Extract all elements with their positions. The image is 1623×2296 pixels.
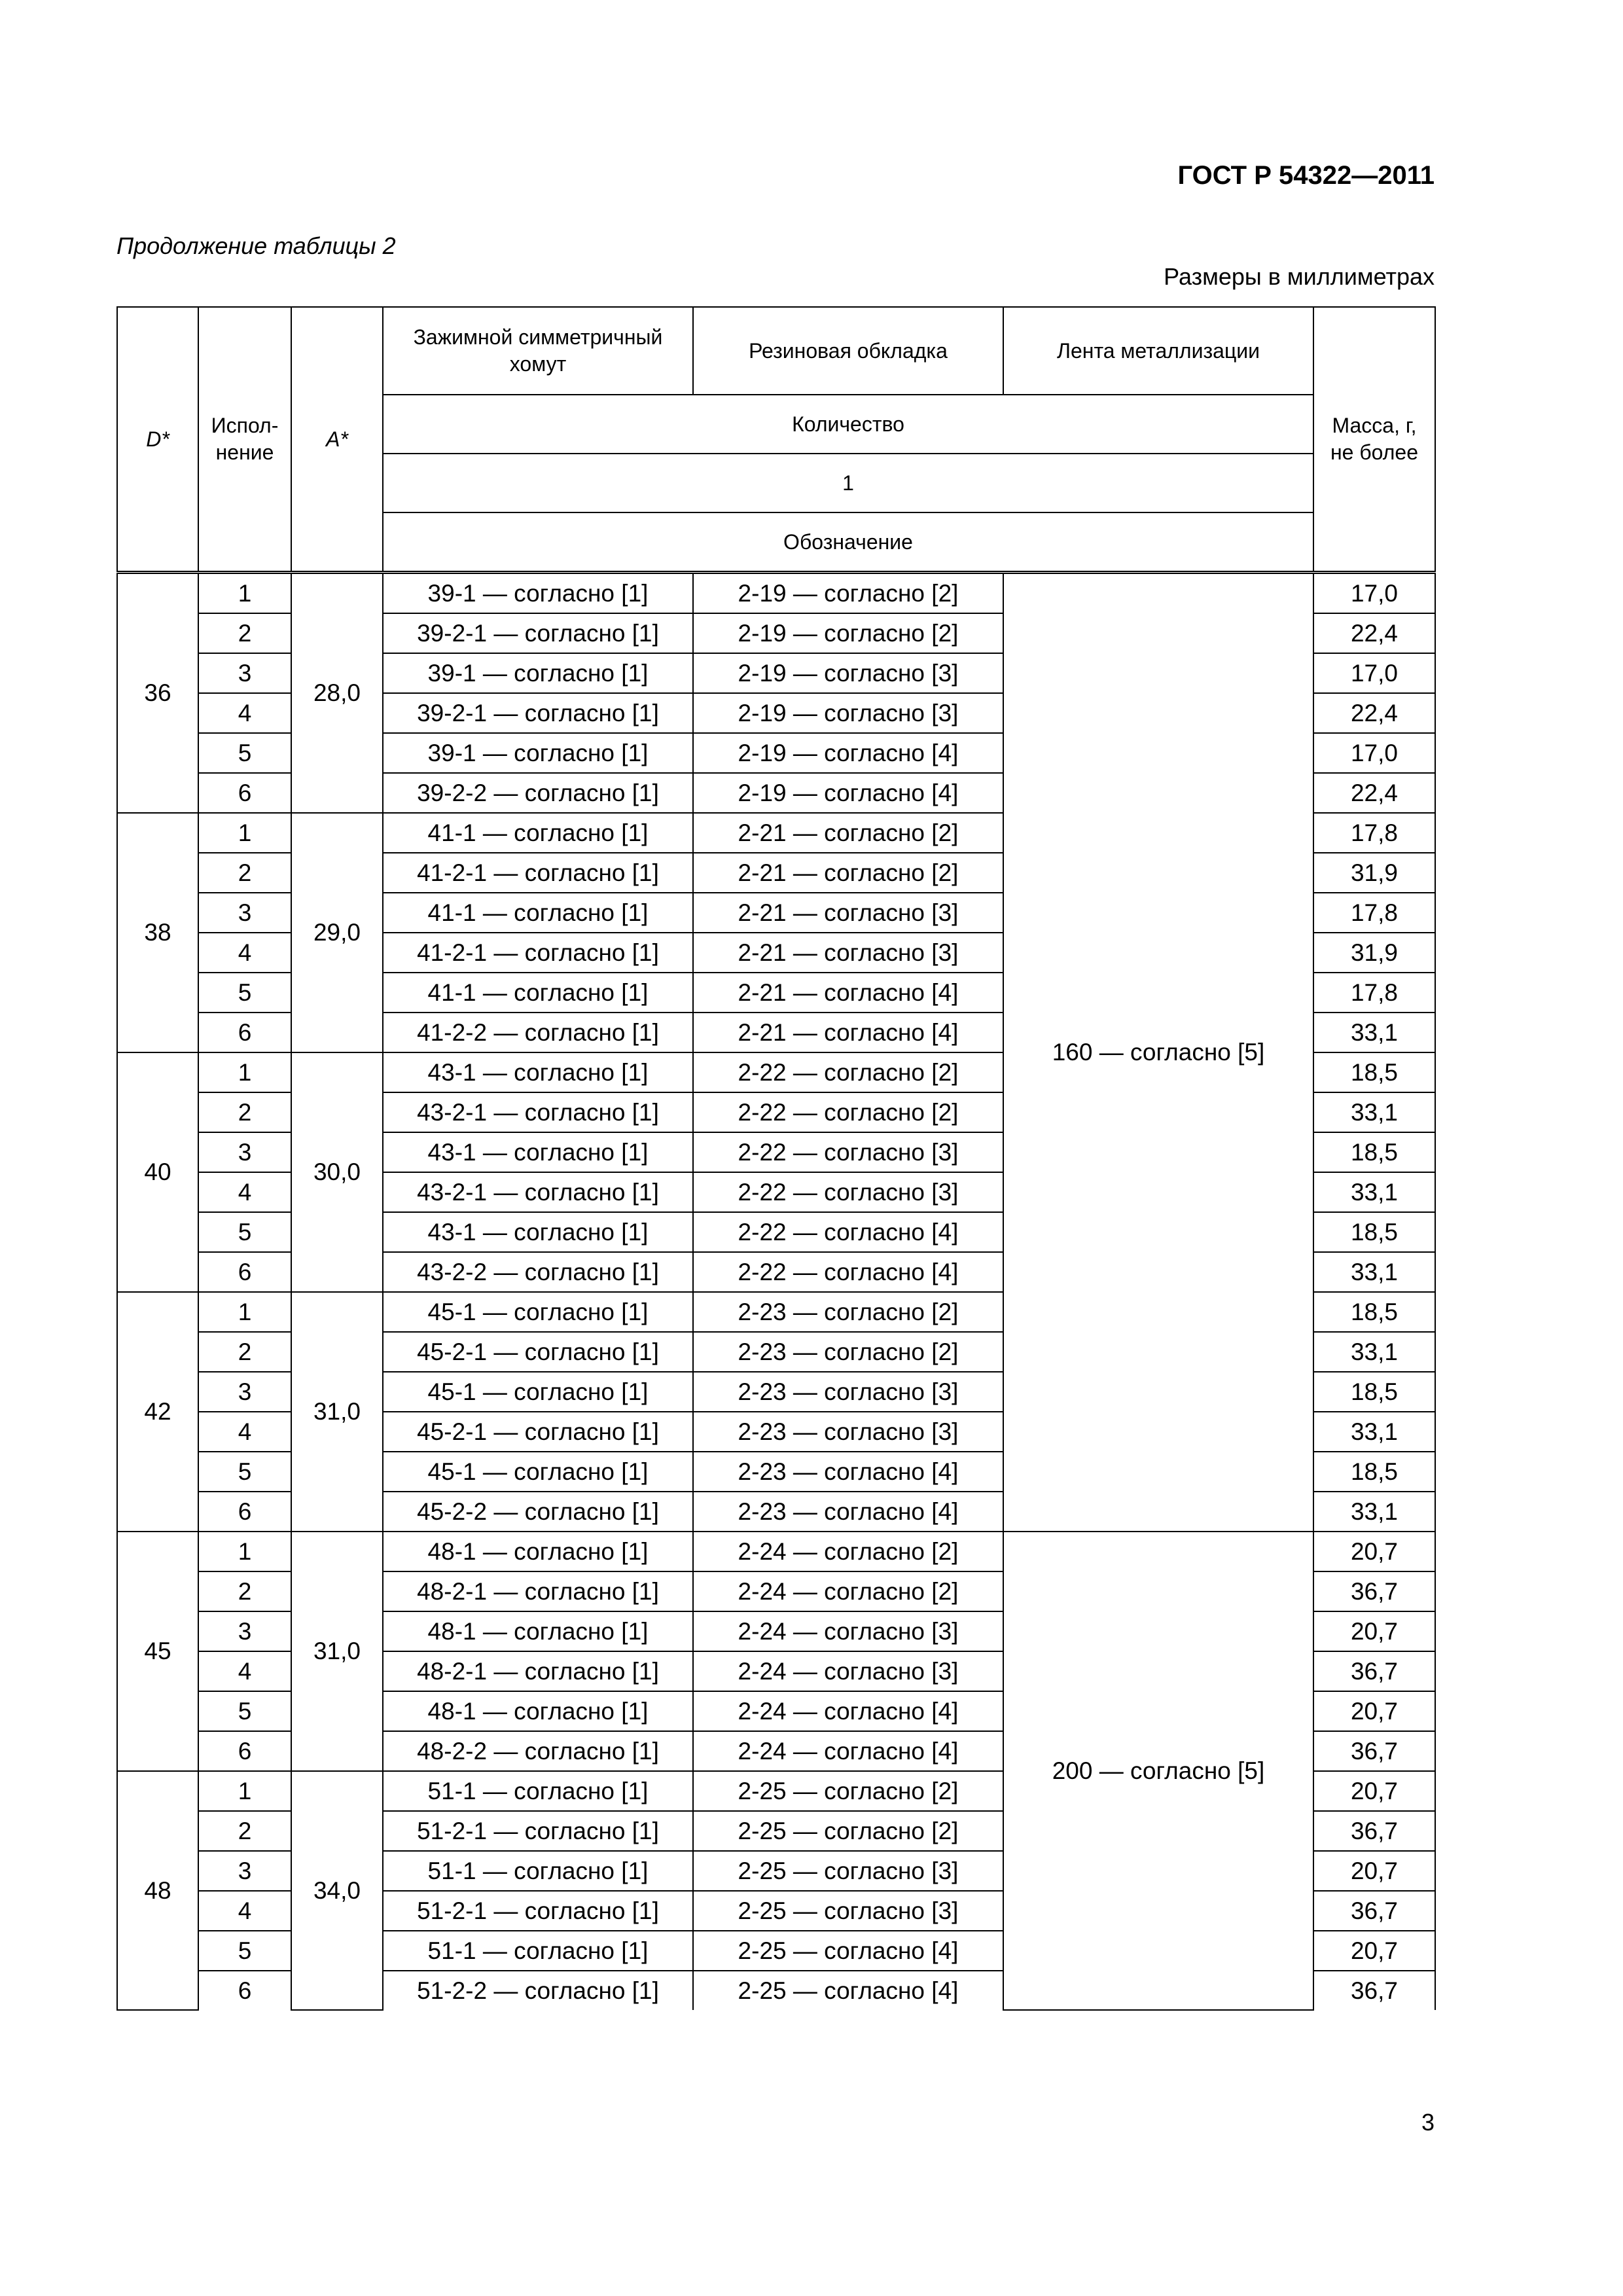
header-mass-line1: Масса, г, <box>1332 414 1417 437</box>
cell-mass: 18,5 <box>1313 1212 1435 1252</box>
cell-rubber: 2-23 — согласно [2] <box>693 1292 1003 1332</box>
cell-variant: 5 <box>198 1212 291 1252</box>
cell-variant: 3 <box>198 893 291 933</box>
header-variant <box>198 307 291 573</box>
cell-clamp: 51-1 — согласно [1] <box>383 1851 693 1891</box>
cell-clamp: 43-2-2 — согласно [1] <box>383 1252 693 1292</box>
cell-clamp: 41-1 — согласно [1] <box>383 893 693 933</box>
header-tape: Лента металлизации <box>1003 307 1313 395</box>
cell-variant: 4 <box>198 1891 291 1931</box>
cell-mass: 20,7 <box>1313 1611 1435 1651</box>
cell-a: 34,0 <box>291 1771 383 2010</box>
cell-clamp: 39-1 — согласно [1] <box>383 733 693 773</box>
cell-rubber: 2-22 — согласно [4] <box>693 1252 1003 1292</box>
cell-mass: 18,5 <box>1313 1132 1435 1172</box>
table-body <box>117 573 1435 2011</box>
cell-variant: 1 <box>198 1052 291 1092</box>
cell-rubber: 2-21 — согласно [4] <box>693 973 1003 1013</box>
cell-mass: 17,0 <box>1313 733 1435 773</box>
cell-variant: 2 <box>198 1571 291 1611</box>
cell-mass: 17,8 <box>1313 973 1435 1013</box>
cell-variant: 6 <box>198 1013 291 1052</box>
cell-rubber: 2-22 — согласно [2] <box>693 1052 1003 1092</box>
cell-d: 45 <box>117 1532 198 1771</box>
cell-clamp: 45-2-1 — согласно [1] <box>383 1412 693 1452</box>
cell-mass: 18,5 <box>1313 1372 1435 1412</box>
cell-rubber: 2-19 — согласно [4] <box>693 733 1003 773</box>
cell-rubber: 2-24 — согласно [3] <box>693 1611 1003 1651</box>
cell-variant: 2 <box>198 613 291 653</box>
cell-clamp: 39-2-2 — согласно [1] <box>383 773 693 813</box>
cell-mass: 17,0 <box>1313 573 1435 614</box>
cell-rubber: 2-23 — согласно [3] <box>693 1372 1003 1412</box>
cell-clamp: 45-2-1 — согласно [1] <box>383 1332 693 1372</box>
cell-clamp: 43-1 — согласно [1] <box>383 1132 693 1172</box>
table-continuation-caption: Продолжение таблицы 2 <box>116 232 396 259</box>
cell-rubber: 2-25 — согласно [3] <box>693 1891 1003 1931</box>
cell-clamp: 43-1 — согласно [1] <box>383 1052 693 1092</box>
table-row <box>117 1532 1435 1571</box>
cell-mass: 33,1 <box>1313 1013 1435 1052</box>
cell-variant: 5 <box>198 973 291 1013</box>
header-clamp <box>383 307 693 395</box>
cell-rubber: 2-22 — согласно [2] <box>693 1092 1003 1132</box>
cell-mass: 36,7 <box>1313 1731 1435 1771</box>
header-a: A* <box>291 307 383 573</box>
header-variant-line1: Испол- <box>211 414 279 437</box>
cell-rubber: 2-21 — согласно [3] <box>693 893 1003 933</box>
cell-variant: 1 <box>198 573 291 614</box>
cell-mass: 36,7 <box>1313 1651 1435 1691</box>
cell-clamp: 51-1 — согласно [1] <box>383 1931 693 1971</box>
cell-mass: 22,4 <box>1313 693 1435 733</box>
cell-clamp: 41-2-2 — согласно [1] <box>383 1013 693 1052</box>
cell-rubber: 2-24 — согласно [4] <box>693 1731 1003 1771</box>
cell-variant: 5 <box>198 1931 291 1971</box>
cell-mass: 33,1 <box>1313 1492 1435 1532</box>
cell-rubber: 2-19 — согласно [2] <box>693 573 1003 614</box>
header-designation: Обозначение <box>383 512 1313 573</box>
header-d: D* <box>117 307 198 573</box>
header-quantity: Количество <box>383 395 1313 454</box>
cell-mass: 20,7 <box>1313 1931 1435 1971</box>
cell-clamp: 41-2-1 — согласно [1] <box>383 853 693 893</box>
header-clamp-line1: Зажимной симметричный <box>413 325 663 349</box>
cell-rubber: 2-24 — согласно [3] <box>693 1651 1003 1691</box>
cell-mass: 33,1 <box>1313 1412 1435 1452</box>
cell-variant: 2 <box>198 1092 291 1132</box>
cell-mass: 20,7 <box>1313 1851 1435 1891</box>
cell-clamp: 43-1 — согласно [1] <box>383 1212 693 1252</box>
cell-a: 31,0 <box>291 1292 383 1532</box>
cell-clamp: 43-2-1 — согласно [1] <box>383 1172 693 1212</box>
cell-variant: 4 <box>198 693 291 733</box>
cell-rubber: 2-24 — согласно [2] <box>693 1571 1003 1611</box>
cell-clamp: 51-2-2 — согласно [1] <box>383 1971 693 2010</box>
cell-a: 30,0 <box>291 1052 383 1292</box>
cell-clamp: 39-1 — согласно [1] <box>383 573 693 614</box>
cell-mass: 36,7 <box>1313 1811 1435 1851</box>
cell-rubber: 2-22 — согласно [3] <box>693 1132 1003 1172</box>
cell-clamp: 41-2-1 — согласно [1] <box>383 933 693 973</box>
cell-mass: 20,7 <box>1313 1691 1435 1731</box>
header-rubber: Резиновая обкладка <box>693 307 1003 395</box>
cell-variant: 5 <box>198 1452 291 1492</box>
cell-clamp: 43-2-1 — согласно [1] <box>383 1092 693 1132</box>
cell-variant: 3 <box>198 1611 291 1651</box>
cell-variant: 3 <box>198 1851 291 1891</box>
cell-a: 28,0 <box>291 573 383 814</box>
cell-d: 40 <box>117 1052 198 1292</box>
cell-clamp: 39-2-1 — согласно [1] <box>383 693 693 733</box>
cell-mass: 33,1 <box>1313 1252 1435 1292</box>
cell-rubber: 2-22 — согласно [3] <box>693 1172 1003 1212</box>
cell-variant: 3 <box>198 1372 291 1412</box>
cell-variant: 2 <box>198 853 291 893</box>
cell-mass: 31,9 <box>1313 853 1435 893</box>
cell-rubber: 2-21 — согласно [2] <box>693 813 1003 853</box>
cell-clamp: 48-2-2 — согласно [1] <box>383 1731 693 1771</box>
cell-mass: 17,8 <box>1313 813 1435 853</box>
cell-clamp: 45-1 — согласно [1] <box>383 1452 693 1492</box>
cell-rubber: 2-23 — согласно [2] <box>693 1332 1003 1372</box>
cell-rubber: 2-19 — согласно [4] <box>693 773 1003 813</box>
cell-mass: 20,7 <box>1313 1532 1435 1571</box>
cell-mass: 17,0 <box>1313 653 1435 693</box>
cell-mass: 18,5 <box>1313 1052 1435 1092</box>
header-clamp-line2: хомут <box>509 352 567 376</box>
cell-mass: 36,7 <box>1313 1971 1435 2010</box>
cell-clamp: 48-1 — согласно [1] <box>383 1691 693 1731</box>
table-header <box>117 307 1435 573</box>
cell-rubber: 2-23 — согласно [3] <box>693 1412 1003 1452</box>
cell-mass: 33,1 <box>1313 1092 1435 1132</box>
cell-rubber: 2-24 — согласно [4] <box>693 1691 1003 1731</box>
units-note: Размеры в миллиметрах <box>1164 263 1435 290</box>
cell-a: 29,0 <box>291 813 383 1052</box>
cell-rubber: 2-19 — согласно [2] <box>693 613 1003 653</box>
cell-variant: 5 <box>198 733 291 773</box>
cell-variant: 1 <box>198 1292 291 1332</box>
fittings-table <box>116 306 1436 2011</box>
cell-rubber: 2-19 — согласно [3] <box>693 693 1003 733</box>
cell-mass: 33,1 <box>1313 1332 1435 1372</box>
cell-rubber: 2-25 — согласно [4] <box>693 1931 1003 1971</box>
cell-clamp: 41-1 — согласно [1] <box>383 973 693 1013</box>
cell-rubber: 2-21 — согласно [4] <box>693 1013 1003 1052</box>
cell-mass: 18,5 <box>1313 1452 1435 1492</box>
cell-variant: 4 <box>198 1651 291 1691</box>
cell-variant: 5 <box>198 1691 291 1731</box>
cell-mass: 22,4 <box>1313 613 1435 653</box>
header-mass <box>1313 307 1435 573</box>
cell-variant: 2 <box>198 1332 291 1372</box>
cell-variant: 4 <box>198 1412 291 1452</box>
cell-clamp: 51-2-1 — согласно [1] <box>383 1891 693 1931</box>
header-mass-line2: не более <box>1330 440 1419 464</box>
cell-mass: 17,8 <box>1313 893 1435 933</box>
cell-d: 38 <box>117 813 198 1052</box>
cell-clamp: 41-1 — согласно [1] <box>383 813 693 853</box>
cell-rubber: 2-25 — согласно [4] <box>693 1971 1003 2010</box>
cell-mass: 36,7 <box>1313 1571 1435 1611</box>
cell-clamp: 51-1 — согласно [1] <box>383 1771 693 1811</box>
cell-rubber: 2-22 — согласно [4] <box>693 1212 1003 1252</box>
cell-clamp: 45-2-2 — согласно [1] <box>383 1492 693 1532</box>
cell-mass: 20,7 <box>1313 1771 1435 1811</box>
cell-clamp: 51-2-1 — согласно [1] <box>383 1811 693 1851</box>
cell-variant: 6 <box>198 773 291 813</box>
cell-rubber: 2-25 — согласно [2] <box>693 1771 1003 1811</box>
cell-rubber: 2-23 — согласно [4] <box>693 1452 1003 1492</box>
cell-variant: 6 <box>198 1731 291 1771</box>
cell-variant: 6 <box>198 1971 291 2010</box>
cell-clamp: 45-1 — согласно [1] <box>383 1292 693 1332</box>
cell-tape: 200 — согласно [5] <box>1003 1532 1313 2010</box>
cell-mass: 31,9 <box>1313 933 1435 973</box>
cell-variant: 6 <box>198 1492 291 1532</box>
table-row <box>117 573 1435 614</box>
cell-mass: 36,7 <box>1313 1891 1435 1931</box>
cell-clamp: 39-1 — согласно [1] <box>383 653 693 693</box>
cell-variant: 3 <box>198 653 291 693</box>
cell-rubber: 2-25 — согласно [3] <box>693 1851 1003 1891</box>
cell-variant: 1 <box>198 813 291 853</box>
cell-variant: 1 <box>198 1771 291 1811</box>
cell-rubber: 2-24 — согласно [2] <box>693 1532 1003 1571</box>
cell-rubber: 2-19 — согласно [3] <box>693 653 1003 693</box>
cell-mass: 22,4 <box>1313 773 1435 813</box>
cell-variant: 4 <box>198 1172 291 1212</box>
header-variant-line2: нение <box>215 440 274 464</box>
header-quantity-value: 1 <box>383 454 1313 512</box>
cell-clamp: 48-1 — согласно [1] <box>383 1611 693 1651</box>
cell-rubber: 2-25 — согласно [2] <box>693 1811 1003 1851</box>
cell-rubber: 2-23 — согласно [4] <box>693 1492 1003 1532</box>
cell-mass: 18,5 <box>1313 1292 1435 1332</box>
cell-d: 36 <box>117 573 198 814</box>
cell-a: 31,0 <box>291 1532 383 1771</box>
cell-clamp: 48-2-1 — согласно [1] <box>383 1651 693 1691</box>
cell-clamp: 39-2-1 — согласно [1] <box>383 613 693 653</box>
cell-d: 42 <box>117 1292 198 1532</box>
cell-clamp: 48-1 — согласно [1] <box>383 1532 693 1571</box>
cell-clamp: 45-1 — согласно [1] <box>383 1372 693 1412</box>
cell-d: 48 <box>117 1771 198 2010</box>
cell-variant: 3 <box>198 1132 291 1172</box>
standard-designation: ГОСТ Р 54322—2011 <box>1177 161 1435 190</box>
cell-clamp: 48-2-1 — согласно [1] <box>383 1571 693 1611</box>
cell-variant: 2 <box>198 1811 291 1851</box>
page-number: 3 <box>1421 2109 1435 2136</box>
cell-variant: 4 <box>198 933 291 973</box>
cell-variant: 1 <box>198 1532 291 1571</box>
cell-mass: 33,1 <box>1313 1172 1435 1212</box>
cell-rubber: 2-21 — согласно [2] <box>693 853 1003 893</box>
cell-variant: 6 <box>198 1252 291 1292</box>
cell-tape: 160 — согласно [5] <box>1003 573 1313 1532</box>
cell-rubber: 2-21 — согласно [3] <box>693 933 1003 973</box>
